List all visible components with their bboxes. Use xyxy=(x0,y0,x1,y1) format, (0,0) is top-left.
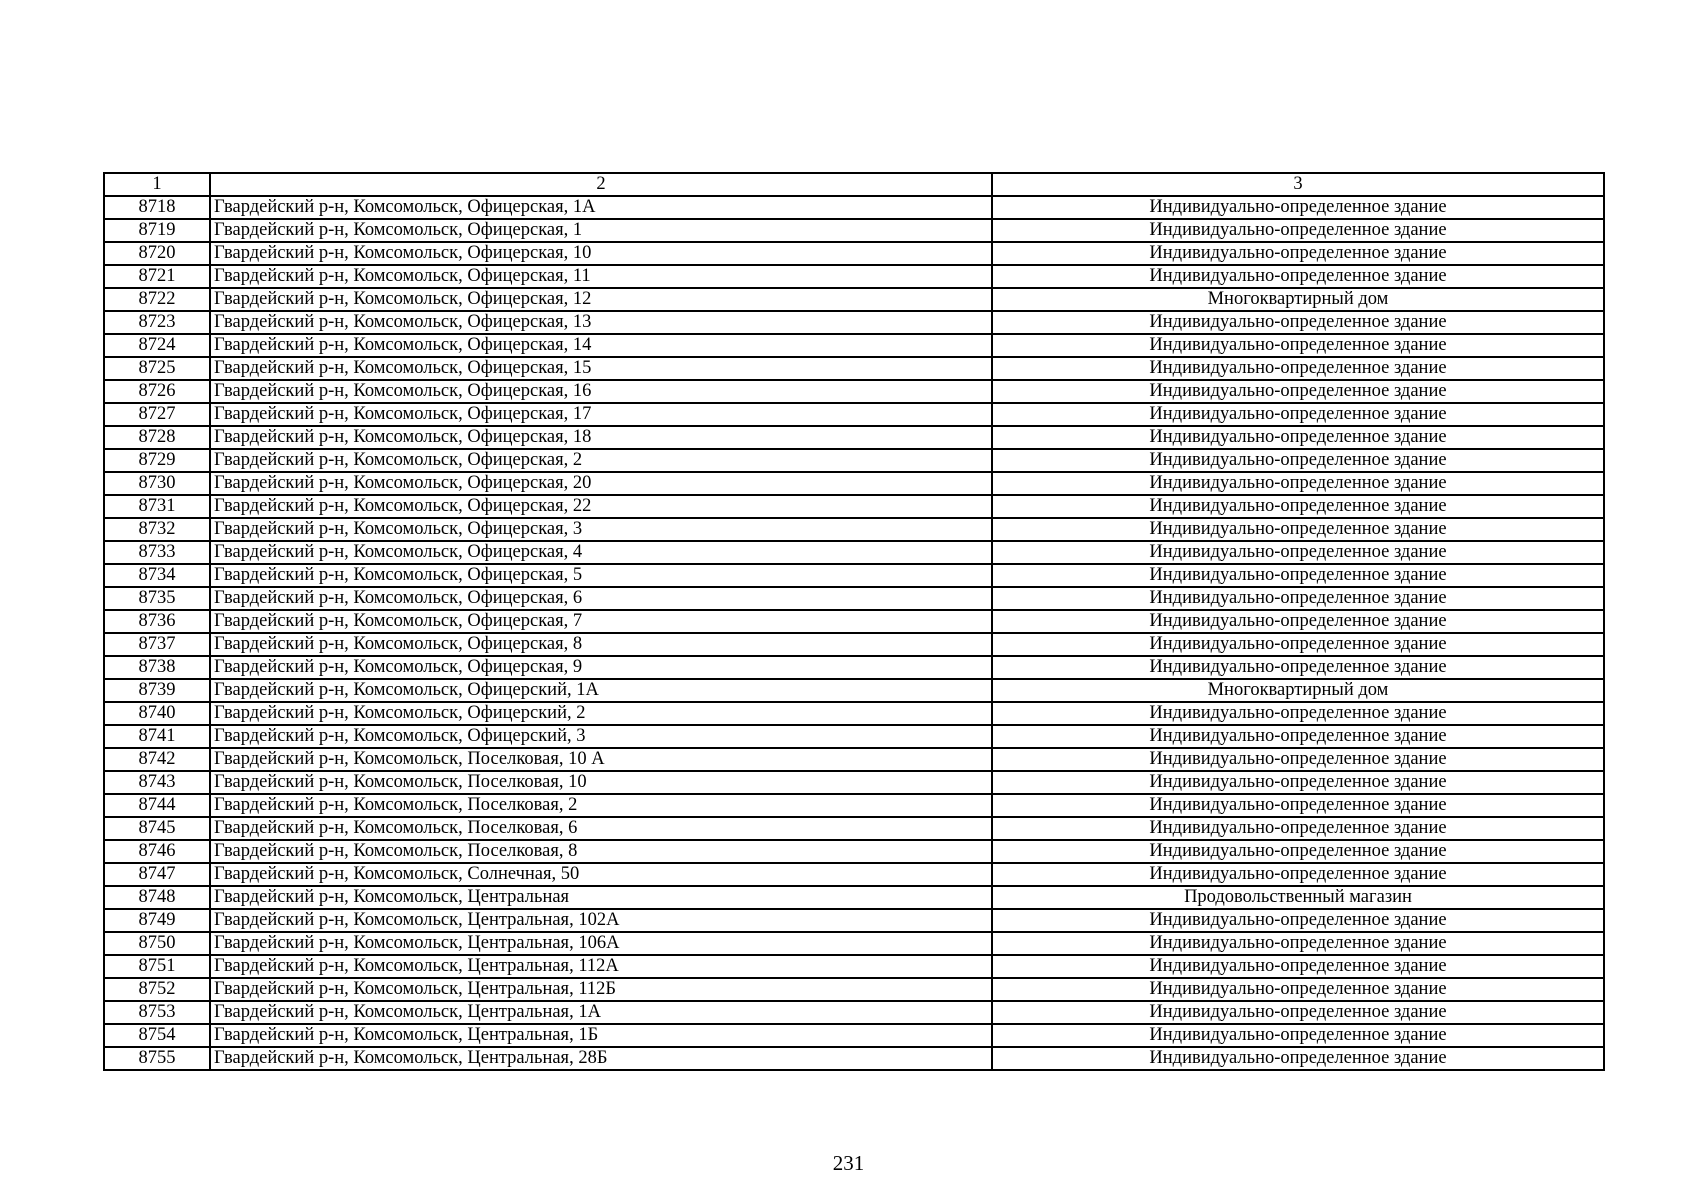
row-number-cell: 8748 xyxy=(104,886,210,909)
row-number-cell: 8749 xyxy=(104,909,210,932)
table-row xyxy=(104,725,1604,748)
object-type-cell: Индивидуально-определенное здание xyxy=(992,794,1604,817)
table-row xyxy=(104,1047,1604,1070)
row-number-cell: 8730 xyxy=(104,472,210,495)
table-row xyxy=(104,426,1604,449)
address-cell: Гвардейский р-н, Комсомольск, Офицерская, 6 xyxy=(210,587,992,610)
row-number-cell: 8750 xyxy=(104,932,210,955)
object-type-cell: Индивидуально-определенное здание xyxy=(992,495,1604,518)
object-type-cell: Продовольственный магазин xyxy=(992,886,1604,909)
object-type-cell: Индивидуально-определенное здание xyxy=(992,1001,1604,1024)
page-number: 231 xyxy=(832,1151,865,1175)
object-type-cell: Индивидуально-определенное здание xyxy=(992,610,1604,633)
table-row xyxy=(104,955,1604,978)
object-type-cell: Многоквартирный дом xyxy=(992,288,1604,311)
row-number-cell: 8729 xyxy=(104,449,210,472)
row-number-cell: 8752 xyxy=(104,978,210,1001)
row-number-cell: 8754 xyxy=(104,1024,210,1047)
row-number-cell: 8747 xyxy=(104,863,210,886)
object-type-cell: Индивидуально-определенное здание xyxy=(992,932,1604,955)
address-cell: Гвардейский р-н, Комсомольск, Офицерская, 15 xyxy=(210,357,992,380)
address-cell: Гвардейский р-н, Комсомольск, Поселковая, 10 xyxy=(210,771,992,794)
address-cell: Гвардейский р-н, Комсомольск, Центральная, 28Б xyxy=(210,1047,992,1070)
row-number-cell: 8738 xyxy=(104,656,210,679)
row-number-cell: 8728 xyxy=(104,426,210,449)
object-type-cell: Многоквартирный дом xyxy=(992,679,1604,702)
column-header-object-type: 3 xyxy=(992,173,1604,196)
address-cell: Гвардейский р-н, Комсомольск, Центральная xyxy=(210,886,992,909)
address-cell: Гвардейский р-н, Комсомольск, Центральная, 102А xyxy=(210,909,992,932)
table-row xyxy=(104,863,1604,886)
object-type-cell: Индивидуально-определенное здание xyxy=(992,518,1604,541)
table-row xyxy=(104,495,1604,518)
address-cell: Гвардейский р-н, Комсомольск, Центральная, 1А xyxy=(210,1001,992,1024)
row-number-cell: 8722 xyxy=(104,288,210,311)
row-number-cell: 8727 xyxy=(104,403,210,426)
row-number-cell: 8743 xyxy=(104,771,210,794)
table-row xyxy=(104,771,1604,794)
table-row xyxy=(104,564,1604,587)
object-type-cell: Индивидуально-определенное здание xyxy=(992,863,1604,886)
table-row xyxy=(104,403,1604,426)
object-type-cell: Индивидуально-определенное здание xyxy=(992,909,1604,932)
row-number-cell: 8733 xyxy=(104,541,210,564)
address-cell: Гвардейский р-н, Комсомольск, Офицерская, 12 xyxy=(210,288,992,311)
row-number-cell: 8721 xyxy=(104,265,210,288)
object-type-cell: Индивидуально-определенное здание xyxy=(992,541,1604,564)
row-number-cell: 8734 xyxy=(104,564,210,587)
address-cell: Гвардейский р-н, Комсомольск, Офицерская, 7 xyxy=(210,610,992,633)
object-type-cell: Индивидуально-определенное здание xyxy=(992,633,1604,656)
row-number-cell: 8746 xyxy=(104,840,210,863)
table-row xyxy=(104,518,1604,541)
table-row xyxy=(104,656,1604,679)
table-row xyxy=(104,380,1604,403)
row-number-cell: 8725 xyxy=(104,357,210,380)
object-type-cell: Индивидуально-определенное здание xyxy=(992,242,1604,265)
row-number-cell: 8755 xyxy=(104,1047,210,1070)
object-type-cell: Индивидуально-определенное здание xyxy=(992,1047,1604,1070)
address-cell: Гвардейский р-н, Комсомольск, Поселковая, 8 xyxy=(210,840,992,863)
address-cell: Гвардейский р-н, Комсомольск, Офицерская, 22 xyxy=(210,495,992,518)
object-type-cell: Индивидуально-определенное здание xyxy=(992,978,1604,1001)
object-type-cell: Индивидуально-определенное здание xyxy=(992,817,1604,840)
table-row xyxy=(104,794,1604,817)
address-cell: Гвардейский р-н, Комсомольск, Поселковая, 2 xyxy=(210,794,992,817)
object-type-cell: Индивидуально-определенное здание xyxy=(992,219,1604,242)
address-cell: Гвардейский р-н, Комсомольск, Поселковая, 10 А xyxy=(210,748,992,771)
address-cell: Гвардейский р-н, Комсомольск, Офицерская, 18 xyxy=(210,426,992,449)
row-number-cell: 8718 xyxy=(104,196,210,219)
table-row xyxy=(104,978,1604,1001)
table-body xyxy=(104,173,1604,1070)
table-row xyxy=(104,702,1604,725)
row-number-cell: 8751 xyxy=(104,955,210,978)
table-row xyxy=(104,932,1604,955)
address-cell: Гвардейский р-н, Комсомольск, Офицерская, 1А xyxy=(210,196,992,219)
address-cell: Гвардейский р-н, Комсомольск, Центральная, 106А xyxy=(210,932,992,955)
table-row xyxy=(104,541,1604,564)
row-number-cell: 8740 xyxy=(104,702,210,725)
row-number-cell: 8739 xyxy=(104,679,210,702)
table-row xyxy=(104,334,1604,357)
address-cell: Гвардейский р-н, Комсомольск, Офицерская, 9 xyxy=(210,656,992,679)
table-row xyxy=(104,242,1604,265)
object-type-cell: Индивидуально-определенное здание xyxy=(992,702,1604,725)
table-row xyxy=(104,196,1604,219)
address-cell: Гвардейский р-н, Комсомольск, Солнечная, 50 xyxy=(210,863,992,886)
table-row xyxy=(104,840,1604,863)
row-number-cell: 8744 xyxy=(104,794,210,817)
object-type-cell: Индивидуально-определенное здание xyxy=(992,334,1604,357)
address-cell: Гвардейский р-н, Комсомольск, Офицерская, 20 xyxy=(210,472,992,495)
table-row xyxy=(104,587,1604,610)
address-cell: Гвардейский р-н, Комсомольск, Офицерская, 1 xyxy=(210,219,992,242)
object-type-cell: Индивидуально-определенное здание xyxy=(992,380,1604,403)
object-type-cell: Индивидуально-определенное здание xyxy=(992,564,1604,587)
table-row xyxy=(104,449,1604,472)
object-type-cell: Индивидуально-определенное здание xyxy=(992,426,1604,449)
table-row xyxy=(104,311,1604,334)
table-row xyxy=(104,679,1604,702)
row-number-cell: 8724 xyxy=(104,334,210,357)
object-type-cell: Индивидуально-определенное здание xyxy=(992,955,1604,978)
address-cell: Гвардейский р-н, Комсомольск, Офицерская, 17 xyxy=(210,403,992,426)
address-cell: Гвардейский р-н, Комсомольск, Офицерская, 14 xyxy=(210,334,992,357)
row-number-cell: 8753 xyxy=(104,1001,210,1024)
table-row xyxy=(104,1001,1604,1024)
object-type-cell: Индивидуально-определенное здание xyxy=(992,265,1604,288)
address-cell: Гвардейский р-н, Комсомольск, Офицерская, 4 xyxy=(210,541,992,564)
table-row xyxy=(104,610,1604,633)
address-cell: Гвардейский р-н, Комсомольск, Офицерский, 1А xyxy=(210,679,992,702)
address-cell: Гвардейский р-н, Комсомольск, Офицерский, 2 xyxy=(210,702,992,725)
address-cell: Гвардейский р-н, Комсомольск, Офицерская, 13 xyxy=(210,311,992,334)
row-number-cell: 8723 xyxy=(104,311,210,334)
registry-table xyxy=(103,172,1605,1071)
object-type-cell: Индивидуально-определенное здание xyxy=(992,196,1604,219)
table-row xyxy=(104,1024,1604,1047)
column-header-number: 1 xyxy=(104,173,210,196)
table-row xyxy=(104,357,1604,380)
address-cell: Гвардейский р-н, Комсомольск, Офицерская, 2 xyxy=(210,449,992,472)
object-type-cell: Индивидуально-определенное здание xyxy=(992,656,1604,679)
table-row xyxy=(104,909,1604,932)
address-cell: Гвардейский р-н, Комсомольск, Центральная, 112Б xyxy=(210,978,992,1001)
row-number-cell: 8741 xyxy=(104,725,210,748)
object-type-cell: Индивидуально-определенное здание xyxy=(992,357,1604,380)
object-type-cell: Индивидуально-определенное здание xyxy=(992,449,1604,472)
row-number-cell: 8726 xyxy=(104,380,210,403)
address-cell: Гвардейский р-н, Комсомольск, Поселковая, 6 xyxy=(210,817,992,840)
table-row xyxy=(104,886,1604,909)
address-cell: Гвардейский р-н, Комсомольск, Центральная, 1Б xyxy=(210,1024,992,1047)
table-row xyxy=(104,219,1604,242)
table-row xyxy=(104,633,1604,656)
row-number-cell: 8732 xyxy=(104,518,210,541)
row-number-cell: 8737 xyxy=(104,633,210,656)
row-number-cell: 8720 xyxy=(104,242,210,265)
table-row xyxy=(104,472,1604,495)
table-header-row xyxy=(104,173,1604,196)
row-number-cell: 8731 xyxy=(104,495,210,518)
object-type-cell: Индивидуально-определенное здание xyxy=(992,587,1604,610)
address-cell: Гвардейский р-н, Комсомольск, Офицерская, 5 xyxy=(210,564,992,587)
object-type-cell: Индивидуально-определенное здание xyxy=(992,472,1604,495)
object-type-cell: Индивидуально-определенное здание xyxy=(992,771,1604,794)
column-header-address: 2 xyxy=(210,173,992,196)
row-number-cell: 8745 xyxy=(104,817,210,840)
address-cell: Гвардейский р-н, Комсомольск, Офицерский, 3 xyxy=(210,725,992,748)
address-cell: Гвардейский р-н, Комсомольск, Офицерская, 8 xyxy=(210,633,992,656)
object-type-cell: Индивидуально-определенное здание xyxy=(992,1024,1604,1047)
table-row xyxy=(104,748,1604,771)
table-row xyxy=(104,265,1604,288)
object-type-cell: Индивидуально-определенное здание xyxy=(992,311,1604,334)
address-cell: Гвардейский р-н, Комсомольск, Офицерская, 3 xyxy=(210,518,992,541)
address-cell: Гвардейский р-н, Комсомольск, Офицерская, 10 xyxy=(210,242,992,265)
address-cell: Гвардейский р-н, Комсомольск, Центральная, 112А xyxy=(210,955,992,978)
row-number-cell: 8736 xyxy=(104,610,210,633)
address-cell: Гвардейский р-н, Комсомольск, Офицерская, 11 xyxy=(210,265,992,288)
address-cell: Гвардейский р-н, Комсомольск, Офицерская, 16 xyxy=(210,380,992,403)
object-type-cell: Индивидуально-определенное здание xyxy=(992,725,1604,748)
row-number-cell: 8735 xyxy=(104,587,210,610)
table-row xyxy=(104,817,1604,840)
object-type-cell: Индивидуально-определенное здание xyxy=(992,403,1604,426)
row-number-cell: 8742 xyxy=(104,748,210,771)
object-type-cell: Индивидуально-определенное здание xyxy=(992,840,1604,863)
table-row xyxy=(104,288,1604,311)
object-type-cell: Индивидуально-определенное здание xyxy=(992,748,1604,771)
row-number-cell: 8719 xyxy=(104,219,210,242)
